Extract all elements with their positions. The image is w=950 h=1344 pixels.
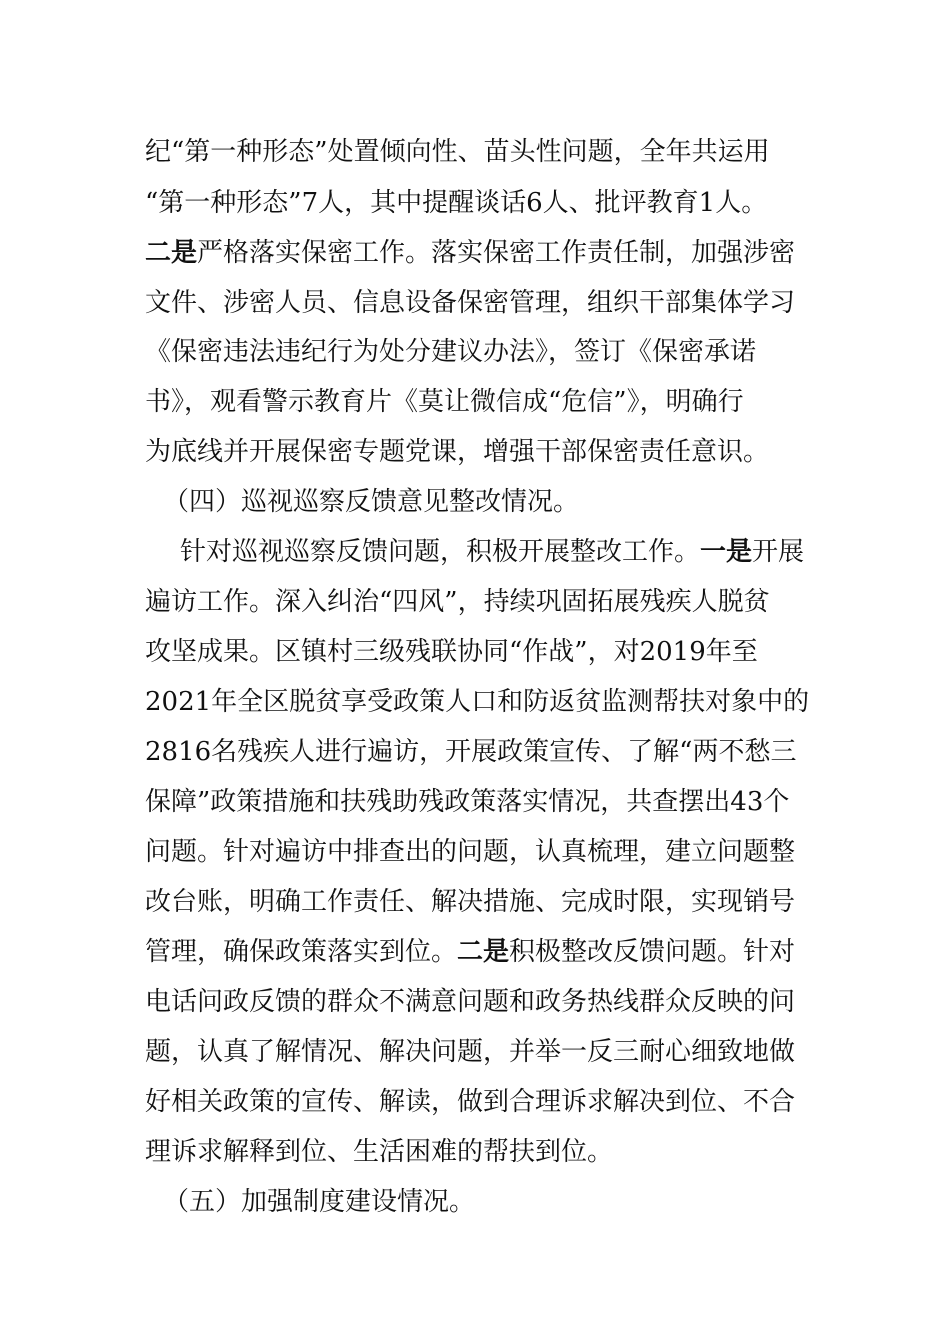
emphasis-text: 二是	[145, 238, 198, 268]
emphasis-text: 一是	[700, 537, 753, 567]
paragraph-line: 2816名残疾人进行遍访，开展政策宣传、了解“两不愁三	[145, 737, 797, 767]
paragraph-line: 改台账，明确工作责任、解决措施、完成时限，实现销号	[145, 887, 796, 917]
paragraph-line: 理诉求解释到位、生活困难的帮扶到位。	[145, 1137, 614, 1167]
paragraph-line: 问题。针对遍访中排查出的问题，认真梳理，建立问题整	[145, 837, 796, 867]
paragraph-line: 2021年全区脱贫享受政策人口和防返贫监测帮扶对象中的	[145, 687, 810, 717]
paragraph-line: 书》，观看警示教育片《莫让微信成“危信”》，明确行	[145, 387, 744, 417]
body-text: 严格落实保密工作。落实保密工作责任制，加强涉密	[197, 238, 796, 268]
paragraph-line	[180, 535, 804, 569]
paragraph-line: 好相关政策的宣传、解读，做到合理诉求解决到位、不合	[145, 1087, 796, 1117]
body-text: 积极整改反馈问题。针对	[509, 937, 796, 967]
section-heading: （五）加强制度建设情况。	[163, 1187, 476, 1217]
paragraph-line: 为底线并开展保密专题党课，增强干部保密责任意识。	[145, 437, 770, 467]
paragraph-line: 《保密违法违纪行为处分建议办法》，签订《保密承诺	[145, 337, 757, 367]
emphasis-text: 二是	[457, 937, 510, 967]
paragraph-line: 题，认真了解情况、解决问题，并举一反三耐心细致地做	[145, 1037, 796, 1067]
paragraph-line: 保障”政策措施和扶残助残政策落实情况，共查摆出43个	[145, 787, 790, 817]
paragraph-line	[145, 935, 795, 969]
paragraph-line: 攻坚成果。区镇村三级残联协同“作战”，对2019年至	[145, 637, 758, 667]
paragraph-line: 纪“第一种形态”处置倾向性、苗头性问题，全年共运用	[145, 137, 770, 167]
paragraph-line: “第一种形态”7人，其中提醒谈话6人、批评教育1人。	[145, 188, 768, 218]
paragraph-line: 文件、涉密人员、信息设备保密管理，组织干部集体学习	[145, 288, 796, 318]
body-text: 开展	[752, 537, 805, 567]
paragraph-line: 电话问政反馈的群众不满意问题和政务热线群众反映的问	[145, 987, 796, 1017]
paragraph-line: 遍访工作。深入纠治“四风”，持续巩固拓展残疾人脱贫	[145, 587, 770, 617]
section-heading: （四）巡视巡察反馈意见整改情况。	[163, 487, 580, 517]
body-text: 针对巡视巡察反馈问题，积极开展整改工作。	[180, 537, 701, 567]
paragraph-line	[145, 236, 795, 270]
body-text: 管理，确保政策落实到位。	[145, 937, 458, 967]
